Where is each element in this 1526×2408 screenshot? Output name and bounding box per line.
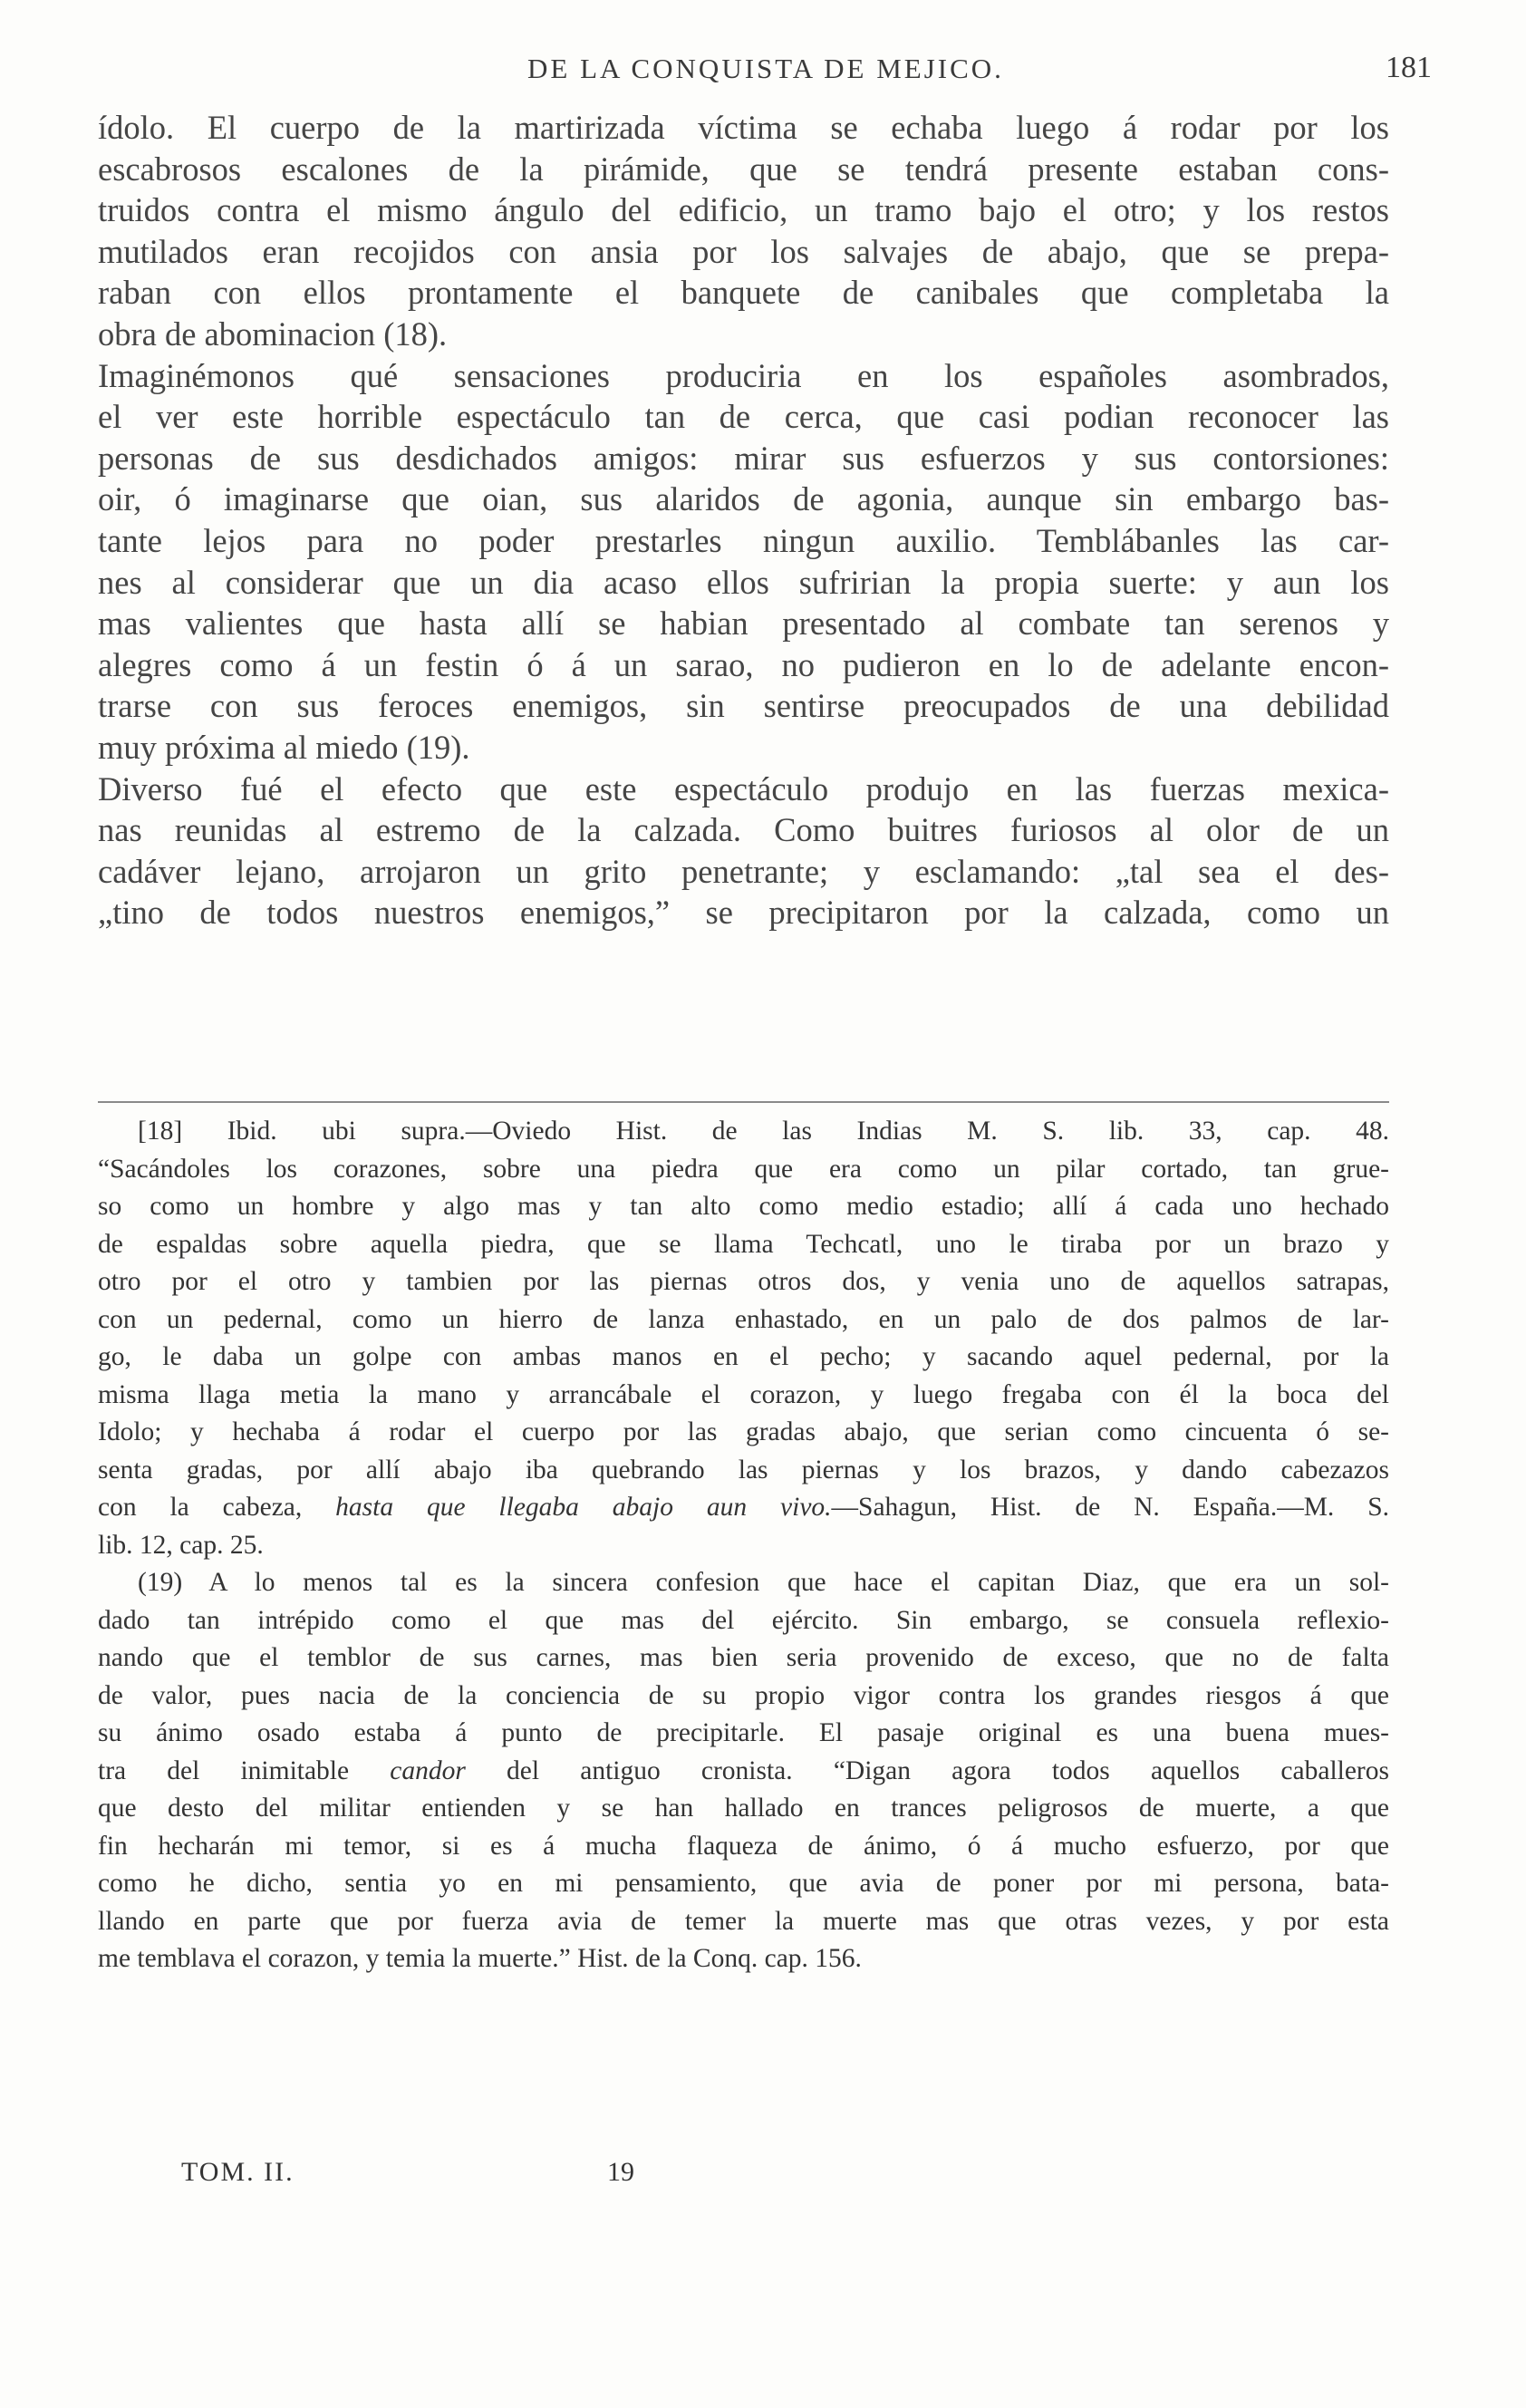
footnote-18-line: so como un hombre y algo mas y tan alto como medio estadio; allí á cada uno hechado xyxy=(98,1192,1389,1221)
body-line: mutilados eran recojidos con ansia por los salvajes de abajo, que se prepa- xyxy=(98,232,1389,270)
body-text xyxy=(98,107,1389,933)
footnote-18-italic-quote: hasta que llegaba abajo aun vivo. xyxy=(335,1493,832,1522)
body-line: personas de sus desdichados amigos: mirar sus esfuerzos y sus contorsiones: xyxy=(98,439,1389,477)
footnote-19-line: fin hecharán mi temor, si es á mucha flaqueza de ánimo, ó á mucho esfuerzo, por que xyxy=(98,1831,1389,1861)
footnote-19-italic-word: candor xyxy=(390,1755,466,1785)
page-number: 181 xyxy=(1386,51,1432,84)
footnote-19-line: nando que el temblor de sus carnes, mas bien seria provenido de exceso, que no de falta xyxy=(98,1643,1389,1672)
footnote-19-line: llando en parte que por fuerza avia de temer la muerte mas que otras vezes, y por esta xyxy=(98,1906,1389,1936)
body-line: alegres como á un festin ó á un sarao, no pudieron en lo de adelante encon- xyxy=(98,645,1389,683)
footnote-18-line: otro por el otro y tambien por las piernas otros dos, y venia uno de aquellos satrapas, xyxy=(98,1267,1389,1296)
body-line: Diverso fué el efecto que este espectáculo produjo en las fuerzas mexica- xyxy=(98,769,1389,808)
footnote-18-line xyxy=(98,1489,1389,1527)
page-footer xyxy=(181,2157,725,2193)
footnote-19-line: (19) A lo menos tal es la sincera confesion que hace el capitan Diaz, que era un sol- xyxy=(138,1568,1389,1597)
body-line: raban con ellos prontamente el banquete de canibales que completaba la xyxy=(98,274,1389,312)
footnote-19-line xyxy=(98,1753,1389,1791)
footnote-18-line: [18] Ibid. ubi supra.—Oviedo Hist. de las Indias M. S. lib. 33, cap. 48. xyxy=(138,1117,1389,1146)
footnote-19-line: que desto del militar entienden y se han hallado en trances peligrosos de muerte, a que xyxy=(98,1794,1389,1823)
body-line: el ver este horrible espectáculo tan de cerca, que casi podian reconocer las xyxy=(98,398,1389,436)
body-line: muy próxima al miedo (19). xyxy=(98,728,470,766)
footnote-18-line: “Sacándoles los corazones, sobre una piedra que era como un pilar cortado, tan grue- xyxy=(98,1154,1389,1184)
body-line: nas reunidas al estremo de la calzada. Como buitres furiosos al olor de un xyxy=(98,811,1389,849)
footnote-19-line: como he dicho, sentia yo en mi pensamiento, que avia de poner por mi persona, bata- xyxy=(98,1869,1389,1898)
footnotes xyxy=(98,1113,1389,1978)
body-line: Imaginémonos qué sensaciones produciria en los españoles asombrados, xyxy=(98,356,1389,394)
volume-label: TOM. II. xyxy=(181,2157,295,2187)
footnote-18-line: de espaldas sobre aquella piedra, que se llama Techcatl, uno le tiraba por un brazo y xyxy=(98,1229,1389,1259)
footnote-18-line: misma llaga metia la mano y arrancábale el corazon, y luego fregaba con él la boca del xyxy=(98,1379,1389,1409)
footnote-19-text: tra del inimitable xyxy=(98,1755,391,1785)
body-line: tante lejos para no poder prestarles ningun auxilio. Temblábanles las car- xyxy=(98,521,1389,559)
footnote-19-line: dado tan intrépido como el que mas del ejército. Sin embargo, se consuela reflexio- xyxy=(98,1605,1389,1635)
body-line: cadáver lejano, arrojaron un grito penetrante; y esclamando: „tal sea el des- xyxy=(98,852,1389,890)
footnote-18-line: senta gradas, por allí abajo iba quebrando las piernas y los brazos, y dando cabezazos xyxy=(98,1455,1389,1484)
footnote-18-text: con la cabeza, xyxy=(98,1493,336,1522)
body-line: oir, ó imaginarse que oian, sus alaridos de agonia, aunque sin embargo bas- xyxy=(98,480,1389,518)
signature-mark: 19 xyxy=(607,2157,634,2187)
footnote-rule xyxy=(98,1101,1389,1103)
footnote-19-text: del antiguo cronista. “Digan agora todos aquellos caballeros xyxy=(465,1755,1389,1785)
footnote-19-line: de valor, pues nacia de la conciencia de su propio vigor contra los grandes riesgos á que xyxy=(98,1680,1389,1710)
footnote-19-line: su ánimo osado estaba á punto de precipitarle. El pasaje original es una buena mues- xyxy=(98,1718,1389,1747)
body-line: „tino de todos nuestros enemigos,” se precipitaron por la calzada, como un xyxy=(98,894,1389,932)
footnote-18-line: con un pedernal, como un hierro de lanza enhastado, en un palo de dos palmos de lar- xyxy=(98,1304,1389,1334)
body-line: ídolo. El cuerpo de la martirizada víctima se echaba luego á rodar por los xyxy=(98,109,1389,146)
running-title: DE LA CONQUISTA DE MEJICO. xyxy=(527,53,1004,84)
body-line: escabrosos escalones de la pirámide, que se tendrá presente estaban cons- xyxy=(98,150,1389,188)
footnote-18-line: lib. 12, cap. 25. xyxy=(98,1530,264,1560)
footnote-18-line: go, le daba un golpe con ambas manos en el pecho; y sacando aquel pedernal, por la xyxy=(98,1342,1389,1371)
footnote-18-line: Idolo; y hechaba á rodar el cuerpo por las gradas abajo, que serian como cincuenta ó se- xyxy=(98,1417,1389,1446)
body-line: truidos contra el mismo ángulo del edificio, un tramo bajo el otro; y los restos xyxy=(98,191,1389,229)
body-line: mas valientes que hasta allí se habian presentado al combate tan serenos y xyxy=(98,604,1389,643)
body-line: trarse con sus feroces enemigos, sin sentirse preocupados de una debilidad xyxy=(98,687,1389,725)
running-head xyxy=(100,53,1432,98)
footnote-18-citation: —Sahagun, Hist. de N. España.—M. S. xyxy=(831,1493,1389,1522)
body-line: obra de abominacion (18). xyxy=(98,314,448,353)
footnote-19-line: me temblava el corazon, y temia la muerte.” Hist. de la Conq. cap. 156. xyxy=(98,1944,862,1973)
body-line: nes al considerar que un dia acaso ellos sufririan la propia suerte: y aun los xyxy=(98,563,1389,601)
